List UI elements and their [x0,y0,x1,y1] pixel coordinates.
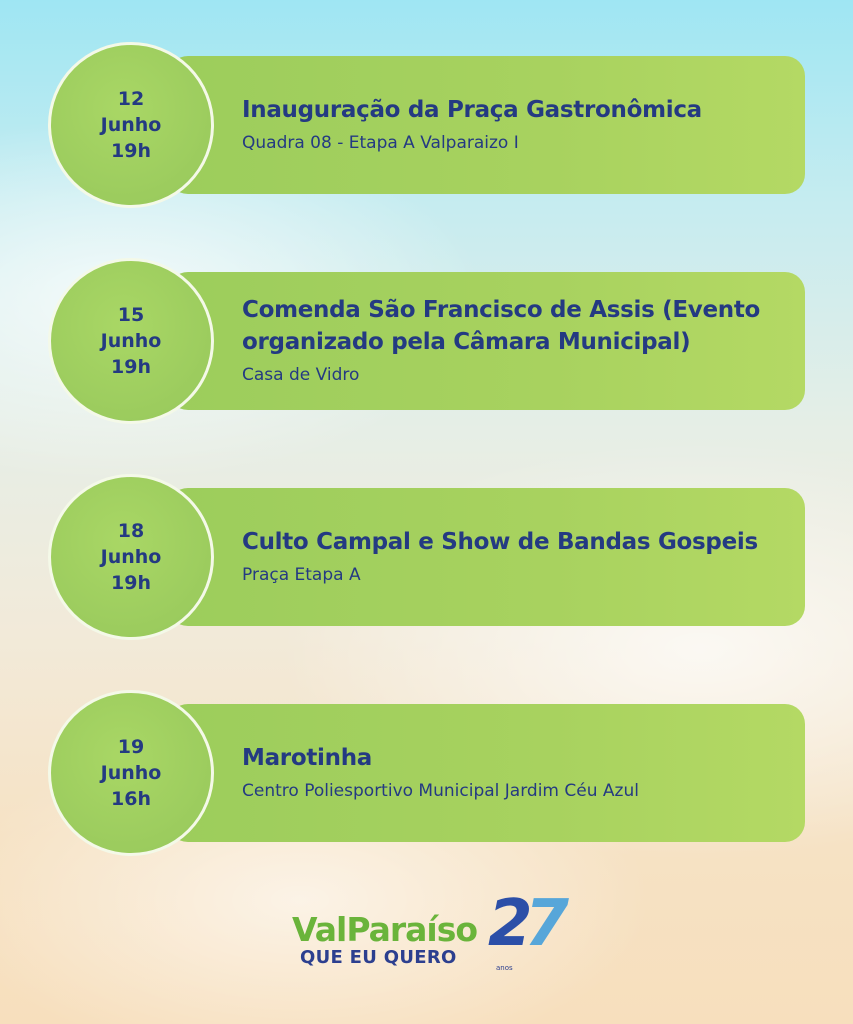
event-day: 15 [117,304,145,326]
event-details [242,704,795,842]
event-time: 19h [111,356,151,378]
event-details [242,272,795,410]
valparaiso-logo [292,887,562,978]
event-date-circle [48,258,214,424]
event-day: 18 [117,520,145,542]
event-month: Junho [100,330,162,352]
event-date-circle [48,474,214,640]
event-date-circle [48,42,214,208]
event-month: Junho [100,762,162,784]
event-details [242,56,795,194]
event-title: Comenda São Francisco de Assis (Evento organizado pela Câmara Municipal) [242,297,761,355]
event-card-3 [48,474,805,640]
logo-number-second: 7 [524,887,562,961]
event-details [242,488,795,626]
event-time: 19h [111,140,151,162]
event-title: Culto Campal e Show de Bandas Gospeis [242,529,758,555]
logo-anos-label: anos [496,964,513,972]
event-card-1 [48,42,805,208]
event-time: 19h [111,572,151,594]
event-month: Junho [100,546,162,568]
event-card-2 [48,258,805,424]
event-place: Quadra 08 - Etapa A Valparaizo I [242,133,519,153]
event-place: Casa de Vidro [242,365,360,385]
event-place: Centro Poliesportivo Municipal Jardim Céu Azul [242,781,639,801]
event-time: 16h [111,788,151,810]
event-title: Marotinha [242,745,372,771]
logo-number-first: 2 [488,887,525,961]
logo-anniversary-number [488,887,562,961]
logo-tagline: QUE EU QUERO [300,947,457,968]
event-date-circle [48,690,214,856]
event-month: Junho [100,114,162,136]
event-place: Praça Etapa A [242,565,361,585]
event-title: Inauguração da Praça Gastronômica [242,97,702,123]
event-card-4 [48,690,805,856]
event-day: 19 [117,736,145,758]
logo-wordmark: ValParaíso [292,910,478,949]
event-day: 12 [117,88,145,110]
